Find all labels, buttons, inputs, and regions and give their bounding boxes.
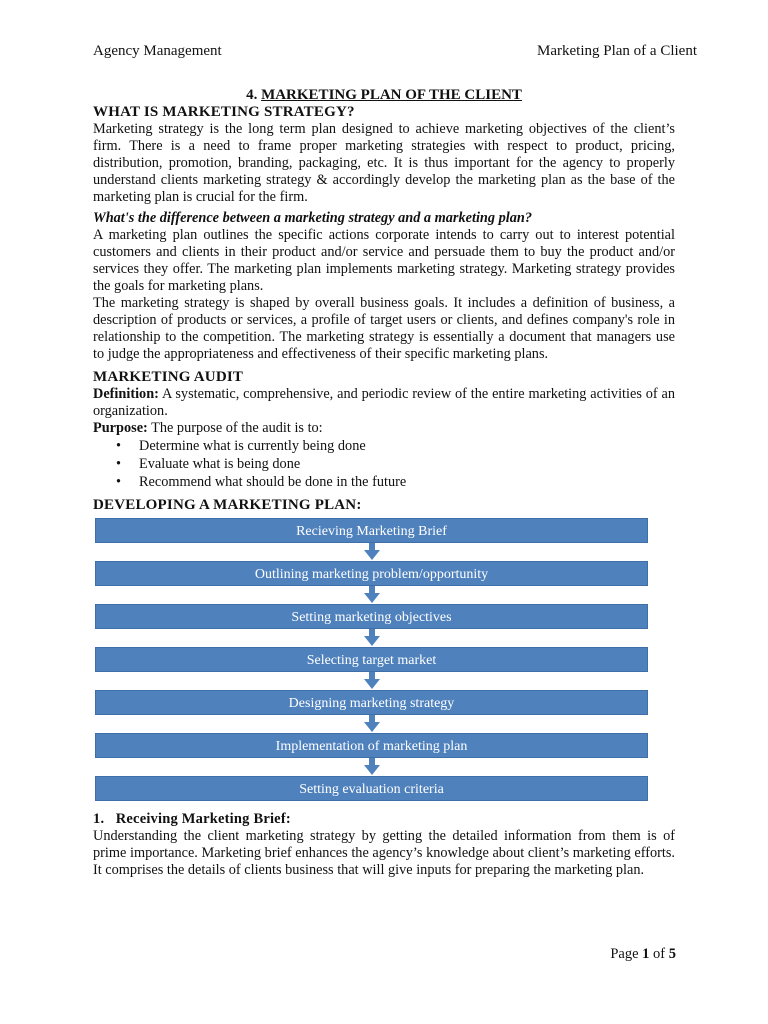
page-number [610,946,676,963]
current-page: 1 [642,946,650,962]
bullet-item: • Recommend what should be done in the future [139,473,675,491]
page-of: of [649,946,669,962]
flow-step-receiving-brief: Recieving Marketing Brief [95,518,648,543]
definition-label: Definition: [93,386,159,402]
flow-step-implementation: Implementation of marketing plan [95,733,648,758]
bullet-item: • Determine what is currently being done [139,437,675,455]
page-title [93,86,675,104]
down-arrow-icon [95,672,648,690]
audit-purpose [93,420,675,437]
process-flowchart [95,518,648,801]
flow-step-target-market: Selecting target market [95,647,648,672]
header-left: Agency Management [93,43,222,59]
title-text: MARKETING PLAN OF THE CLIENT [261,87,522,103]
purpose-label: Purpose: [93,420,148,436]
definition-text: A systematic, comprehensive, and periodic review of the entire marketing activities of an organization. [93,386,675,419]
down-arrow-icon [95,715,648,733]
purpose-text: The purpose of the audit is to: [147,420,323,436]
total-pages: 5 [668,946,676,962]
difference-paragraph-1: A marketing plan outlines the specific actions corporate intends to carry out to interest potential customers and clients in their product and/or service and persuade them to buy the product and/or services they offer. The marketing plan implements marketing strategy. Marketing strategy provides the goals for marketing plans. [93,227,675,294]
flow-step-outlining-problem: Outlining marketing problem/opportunity [95,561,648,586]
page-prefix: Page [610,946,643,962]
difference-paragraph-2: The marketing strategy is shaped by overall business goals. It includes a definition of business, a description of products or services, a profile of target users or clients, and defines company's role in relationship to the competition. The marketing strategy is essentially a document that managers use to judge the appropriateness and effectiveness of their specific marketing plans. [93,295,675,362]
audit-definition [93,386,675,420]
down-arrow-icon [95,758,648,776]
flow-step-setting-objectives: Setting marketing objectives [95,604,648,629]
difference-question: What's the difference between a marketing strategy and a marketing plan? [93,210,532,226]
down-arrow-icon [95,629,648,647]
audit-heading: MARKETING AUDIT [93,369,244,385]
down-arrow-icon [95,586,648,604]
section1-heading: 1. Receiving Marketing Brief: [93,811,291,827]
flow-step-evaluation: Setting evaluation criteria [95,776,648,801]
flow-step-designing-strategy: Designing marketing strategy [95,690,648,715]
developing-heading: DEVELOPING A MARKETING PLAN: [93,497,362,513]
bullet-item: • Evaluate what is being done [139,455,675,473]
title-number: 4. [246,87,262,103]
strategy-heading: WHAT IS MARKETING STRATEGY? [93,104,355,120]
section1-paragraph: Understanding the client marketing strategy by getting the detailed information from them is of prime importance. Marketing brief enhances the agency’s knowledge about client’s marketing efforts. It comprises the details of clients business that will give inputs for preparing the marketing plan. [93,828,675,878]
section-receiving-brief [93,811,675,879]
page-content [93,86,675,879]
header-right: Marketing Plan of a Client [537,43,697,59]
down-arrow-icon [95,543,648,561]
strategy-paragraph: Marketing strategy is the long term plan designed to achieve marketing objectives of the client’s firm. There is a need to frame proper marketing strategies with respect to product, pricing, distribution, promotion, branding, packaging, etc. It is thus important for the agency to properly understand clients marketing strategy & accordingly develop the marketing plan as the base of the marketing plan is crucial for the firm. [93,121,675,205]
audit-bullets [93,437,675,491]
